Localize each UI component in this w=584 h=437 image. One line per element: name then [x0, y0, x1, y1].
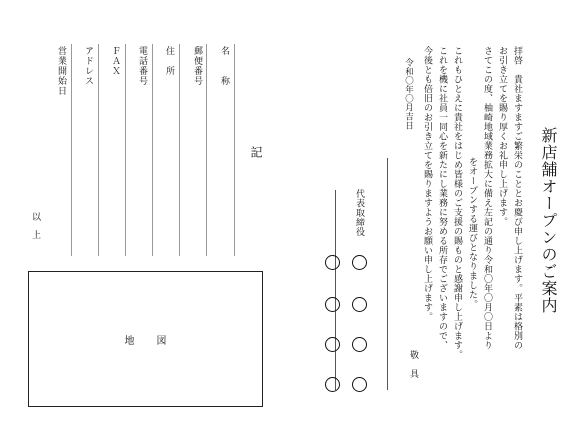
seal-circle: [325, 337, 340, 352]
field-line-opening-date: [71, 44, 72, 256]
field-label-address: 住 所: [164, 46, 174, 76]
signature-line: [387, 158, 388, 390]
date-line: 令和〇年〇月吉日: [403, 58, 414, 130]
seal-circle: [352, 297, 367, 312]
keigu-closing: 敬 具: [408, 350, 418, 379]
seal-circle: [352, 255, 367, 270]
field-label-opening-date: 営業開始日: [56, 46, 66, 96]
right-page: [292, 0, 584, 437]
field-line-phone: [152, 44, 153, 256]
field-line-fax: [125, 44, 126, 256]
field-line-email: [98, 44, 99, 256]
page-title: 新店舗オープンのご案内: [539, 127, 558, 314]
seal-circle: [325, 255, 340, 270]
seal-circle: [325, 377, 340, 392]
map-area: [28, 271, 263, 407]
map-label: 地図: [124, 336, 189, 347]
body-line-1: 拝啓 貴社ますますご繁栄のこととお慶び申し上げます。平素は格別の: [512, 46, 522, 350]
seal-circle: [352, 337, 367, 352]
body-line-2: お引き立てを賜り厚くお礼申し上げます。: [497, 46, 507, 227]
field-label-fax: ＦＡＸ: [110, 46, 120, 76]
field-label-postal: 郵便番号: [192, 46, 202, 86]
ki-heading: 記: [249, 146, 263, 158]
signature-line-left: [335, 190, 336, 390]
field-line-name: [234, 44, 235, 256]
body-line-5: これもひとえに貴社をはじめ皆様のご支援の賜ものと感謝申し上げます。: [452, 46, 462, 360]
field-line-address: [179, 44, 180, 256]
body-line-4: をオープンする運びとなりました。: [467, 157, 477, 309]
field-label-phone: 電話番号: [137, 46, 147, 86]
ijo-closing: 以 上: [30, 212, 40, 239]
field-line-postal: [206, 44, 207, 256]
field-label-email: アドレス: [83, 46, 93, 86]
seal-circle: [325, 297, 340, 312]
body-line-3: さてこの度、柚崎地域業務拡大に備え左記の通り令和〇年〇月〇日より: [482, 46, 492, 350]
seal-circle: [352, 377, 367, 392]
representative-title: 代表取締役: [354, 189, 364, 237]
body-line-6: これを機に社員一同心を新たにし業務に努める所存でございますので、: [437, 46, 447, 350]
field-label-name: 名 称: [219, 46, 229, 86]
body-line-7: 今後とも倍旧のお引き立てを賜りますようお願い申し上げます。: [422, 46, 432, 322]
